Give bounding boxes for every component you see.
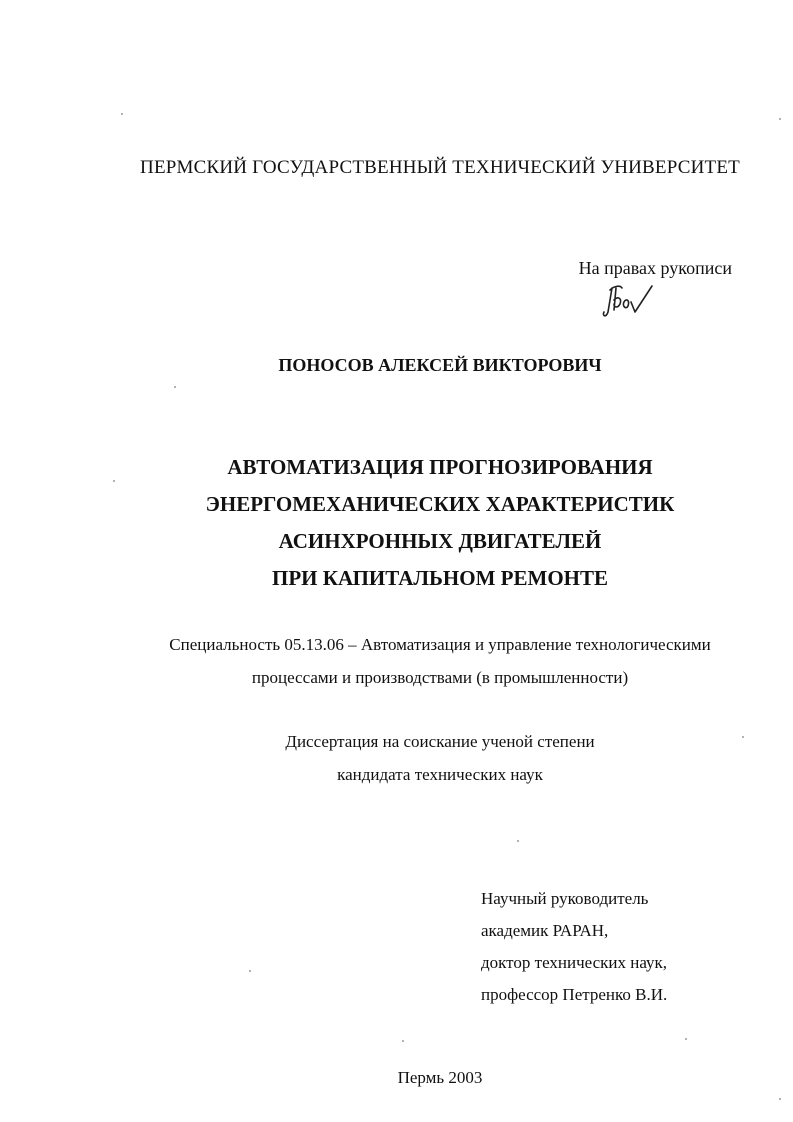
scan-speck (517, 840, 519, 842)
specialty-line: процессами и производствами (в промышленности) (251, 668, 629, 687)
dissertation-title (130, 449, 750, 597)
scan-speck (779, 118, 781, 120)
scan-speck (402, 1040, 404, 1042)
scan-speck (113, 480, 115, 482)
supervisor-block (481, 883, 667, 1011)
degree-line: кандидата технических наук (337, 765, 543, 784)
rights-note: На правах рукописи (578, 258, 732, 278)
supervisor-line: Научный руководитель (481, 889, 649, 908)
specialty-line: Специальность 05.13.06 – Автоматизация и управление технологическими (169, 635, 711, 654)
author-name: ПОНОСОВ АЛЕКСЕЙ ВИКТОРОВИЧ (278, 355, 602, 375)
handwritten-signature (600, 282, 662, 322)
scan-speck (121, 113, 123, 115)
scan-speck (249, 970, 251, 972)
degree-statement (140, 725, 740, 791)
university-name: ПЕРМСКИЙ ГОСУДАРСТВЕННЫЙ ТЕХНИЧЕСКИЙ УНИВЕРСИТЕТ (140, 157, 740, 178)
supervisor-line: доктор технических наук, (481, 953, 668, 972)
scan-speck (742, 736, 744, 738)
specialty (125, 628, 755, 694)
supervisor-line: академик РАРАН, (481, 921, 609, 940)
scan-speck (779, 1098, 781, 1100)
title-line: ПРИ КАПИТАЛЬНОМ РЕМОНТЕ (271, 566, 609, 590)
degree-line: Диссертация на соискание ученой степени (285, 732, 595, 751)
title-line: ЭНЕРГОМЕХАНИЧЕСКИХ ХАРАКТЕРИСТИК (205, 492, 675, 516)
title-line: АВТОМАТИЗАЦИЯ ПРОГНОЗИРОВАНИЯ (227, 455, 653, 479)
scan-speck (174, 386, 176, 388)
scan-speck (685, 1038, 687, 1040)
city-year: Пермь 2003 (397, 1068, 483, 1087)
title-line: АСИНХРОННЫХ ДВИГАТЕЛЕЙ (278, 529, 602, 553)
supervisor-line: профессор Петренко В.И. (481, 985, 668, 1004)
